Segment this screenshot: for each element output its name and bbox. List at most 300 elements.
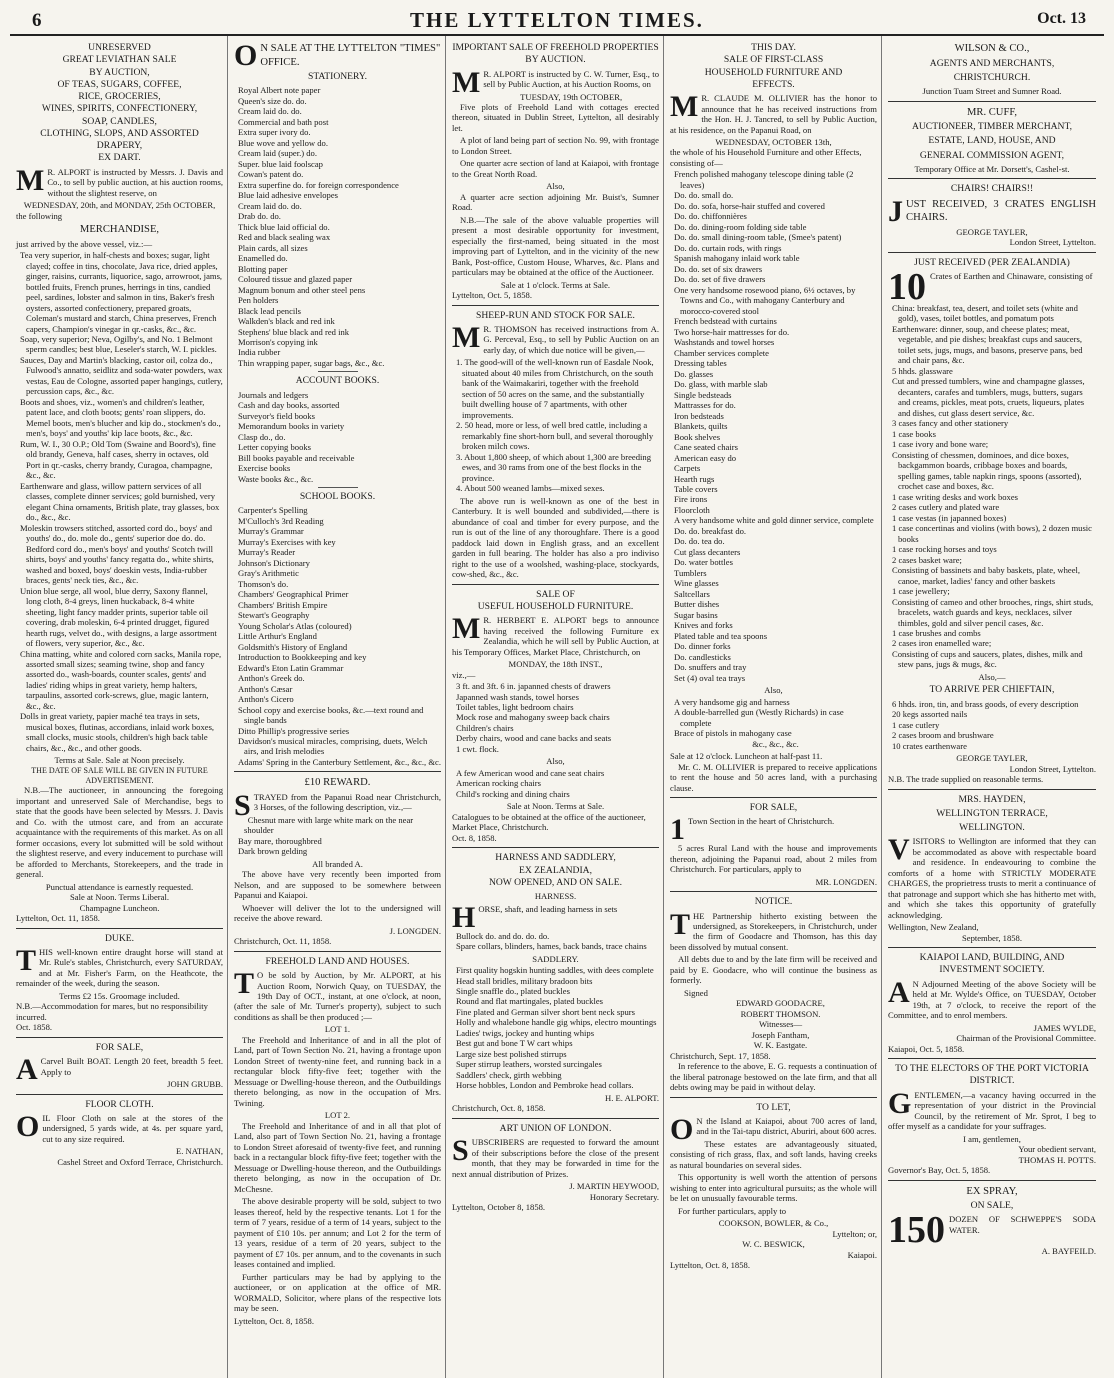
lot-heading: LOT 2. [324, 1110, 351, 1121]
divider [318, 487, 358, 488]
list-item: Single bedsteads [674, 389, 732, 400]
ad-title [452, 589, 659, 614]
dateline: Wellington, New Zealand, [888, 922, 979, 933]
ad-town-section [670, 802, 877, 887]
ad-kaiapoi-society [888, 952, 1096, 1054]
ad-subtitle: ON SALE, [970, 1200, 1014, 1212]
list-item: A very handsome gig and harness [674, 696, 790, 707]
list-item: Earthenware and glass, willow pattern services of all classes, complete dinner services; gold burnished, very elegant China ornaments, British plate, tray glasses, box do., &c., &c. [20, 480, 220, 523]
paragraph: The Freehold and Inheritance of and in all the plot of Land, part of Town Section No. 21, having a frontage upon London Street of twenty-nine feet, and running back in a rectangular block fifty-five feet; together with the Messuage or Dwelling-house thereon, and the Outbuildings thereto belonging, as now in the occupation of Mrs. Twining. [234, 1034, 441, 1108]
ad-title [234, 39, 441, 72]
drop-cap: G [888, 1086, 912, 1120]
lead-text: HIS well-known entire draught horse will stand at Mr. Rule's stables, Christchurch, every SATURDAY, and at Mr. Fisher's Farm, on the Heathcote, the remainder of the week, during the season. [16, 946, 223, 989]
arriving-list [888, 699, 1096, 751]
section-heading: TO ARRIVE PER CHIEFTAIN, [929, 684, 1055, 696]
ad-freehold-properties [452, 42, 659, 301]
ad-lead [452, 612, 659, 657]
list-item: Knives and forks [674, 620, 733, 631]
list-item: Cash and day books, assorted [238, 400, 340, 411]
masthead [10, 4, 1104, 36]
list-item: Cut and pressed tumblers, wine and champagne glasses, decanters, carafes and tumblers, mugs, butters, sugars and creams, pickles, meat pots, cruets, liqueurs, plates and dishes, cut glass desert service, &c. [892, 376, 1085, 418]
sale-date: TUESDAY, 19th OCTOBER, [520, 91, 623, 102]
list-item: Consisting of cameo and other brooches, rings, shirt studs, bracelets, watch guards and keys, necklaces, silver thimbles, gold and silver pencil cases, &c. [892, 596, 1094, 628]
title-text: N SALE AT THE LYTTELTON "TIMES" OFFICE. [260, 43, 441, 68]
divider [888, 789, 1096, 790]
lead-text: O be sold by Auction, by Mr. ALPORT, at his Auction Room, Norwich Quay, on TUESDAY, the 19th Day of OCT., instant, at one o'clock, at noon, (after the sale of Mr. Turner's property), subject to such conditions as shall be then produced ;— [234, 970, 441, 1022]
list-item: Ladies' twigs, jockey and hunting whips [456, 1027, 595, 1038]
sale-terms: Sale at Noon. Terms Liberal. [70, 892, 169, 903]
list-item: Enamelled do. [238, 253, 288, 264]
list-item: Plated table and tea spoons [674, 630, 768, 641]
consisting-text: the whole of his Household Furniture and other Effects, consisting of— [670, 147, 862, 168]
divider [888, 1180, 1096, 1181]
drop-cap: 1 [670, 813, 685, 847]
signature: J. LONGDEN. [389, 925, 441, 936]
ad-title: TO LET, [756, 1101, 791, 1113]
dateline: Christchurch, Sept. 17, 1858. [670, 1050, 771, 1061]
list-item: Do. do. tea do. [674, 536, 725, 547]
sale-dates: WEDNESDAY, 20th, and MONDAY, 25th OCTOBER, [23, 200, 216, 211]
paragraph: This opportunity is well worth the attention of persons wishing to enter into agricultural pursuits; as the whole will be let on unusually favourable terms. [670, 1172, 877, 1204]
paragraph: For further particulars, apply to [678, 1205, 787, 1216]
list-item: Chambers' Geographical Primer [238, 589, 349, 600]
list-item: Red and black sealing wax [238, 232, 331, 243]
list-item: Anthon's Cicero [238, 694, 294, 705]
list-item: Boots and shoes, viz., women's and children's leather, patent lace, and cloth boots; gents' roan slippers, do. Memel boots, men's blucher and kip do., stockmen's do., men's, boys' and youths' kip lace boots, &c., &c. [20, 396, 221, 439]
dateline: Lyttelton, Oct. 8, 1858. [234, 1315, 314, 1326]
column-3 [446, 36, 664, 1378]
list-item: China: breakfast, tea, desert, and toilet sets (white and gold), vases, toilet bottles, and pomatum pots [892, 302, 1078, 324]
list-item: Bay mare, thoroughbred [238, 835, 322, 846]
ad-floor-cloth [16, 1099, 223, 1168]
list-item: Earthenware: dinner, soup, and cheese plates; meat, vegetable, and pie dishes; breakfast cups and saucers, toilet sets, jugs, mugs, and basons, preserve pans, bed and chair pans, &c. [892, 323, 1083, 366]
divider [452, 1118, 659, 1119]
list-item: Morrison's copying ink [238, 336, 318, 347]
paragraph: Mr. C. M. OLLIVIER is prepared to receive applications to rent the house and 50 acres land, with a purchasing clause. [670, 761, 877, 793]
ad-lead [888, 1086, 1096, 1132]
list-item: Do. do. set of six drawers [674, 263, 763, 274]
paragraph: Five plots of Freehold Land with cottages erected thereon, situated in Dublin Street, Lyttelton, all desirably let. [452, 101, 659, 133]
lead-text: DOZEN OF SCHWEPPE'S SODA WATER. [949, 1214, 1096, 1235]
list-item: Dark brown gelding [238, 846, 308, 857]
list-item: A very handsome white and gold dinner service, complete [674, 515, 874, 526]
ad-body [670, 1139, 877, 1216]
drop-cap: S [234, 788, 251, 822]
lead-text: TRAYED from the Papanui Road near Christchurch, 3 Horses, of the following description, viz.,— [253, 791, 441, 813]
catalogues-text: Catalogues to be obtained at the office of the auctioneer, Market Place, Christchurch. [452, 811, 646, 833]
list-item: Introduction to Bookkeeping and key [238, 652, 367, 663]
furniture-list-2 [452, 768, 659, 799]
list-item: Best gut and bone T W cart whips [456, 1038, 573, 1049]
list-item: Edward's Eton Latin Grammar [238, 662, 344, 673]
list-item: Murray's Grammar [238, 526, 304, 537]
divider [452, 847, 659, 848]
title-line: SALE OF FIRST-CLASS [723, 54, 824, 66]
list-item: Hearth rugs [674, 473, 715, 484]
list-item: Consisting of bassinets and baby baskets, plate, wheel, canoe, market, ladies' fancy and other baskets [892, 565, 1081, 586]
list-item: Sauces, Day and Martin's blacking, castor oil, colza do., Fulwood's annatto, seidlitz and soda-water powders, wax vestas, Eau de Cologne, assorted paper hangings, cutlery, percussion caps, &c., &c. [20, 354, 223, 397]
signed-block [670, 988, 877, 1051]
sale-date: WEDNESDAY, OCTOBER 13th, [715, 137, 832, 147]
nb-text: N.B. The trade supplied on reasonable terms. [888, 774, 1044, 785]
signature: E. NATHAN, [175, 1146, 223, 1157]
list-item: Walkden's black and red ink [238, 316, 335, 327]
list-item: One very handsome rosewood piano, 6½ octaves, by Towns and Co., with mahogany Canterbury and morocco-covered stool [674, 284, 856, 316]
ad-subtitle: WELLINGTON. [959, 822, 1025, 834]
list-item: Table covers [674, 483, 718, 494]
section-heading: ACCOUNT BOOKS. [295, 375, 380, 387]
signature-title: Chairman of the Provisional Committee. [956, 1033, 1096, 1044]
luncheon-text: Champagne Luncheon. [79, 902, 160, 913]
ad-ex-spray [888, 1185, 1096, 1257]
dateline: Lyttelton, Oct. 5, 1858. [452, 290, 532, 301]
page-number: 6 [32, 10, 42, 31]
title-line: GREAT LEVIATHAN SALE [62, 54, 177, 66]
list-item: Murray's Exercises with key [238, 536, 336, 547]
list-item: Thomson's do. [238, 578, 289, 589]
list-item: 5 hhds. glassware [892, 365, 953, 376]
address: Temporary Office at Mr. Dorsett's, Cashel-st. [914, 163, 1070, 174]
paragraph: The above run is well-known as one of the best in Canterbury. It is well bounded and subdivided,—there is abundance of coal and timber for every purpose, and the run is out of the line of any thoroughfare. There is a good paddock laid down in English grass, and an excellent garden in full bearing. The holder has also a pro indiviso right to the use of a woolshed, washing-place, stockyards, cow-shed, &c., &c. [452, 495, 659, 580]
ad-title: FLOOR CLOTH. [85, 1098, 154, 1110]
ad-title [16, 42, 223, 165]
ad-lead [670, 813, 877, 847]
drop-number: 10 [888, 265, 926, 308]
list-item: Blotting paper [238, 263, 288, 274]
list-item: China matting, white and colored corn sacks, Manila rope, assorted small sizes; seaming twine, shop and fancy assorted do., wash-boards, counter scales, gents' and ladies' riding whips in great variety, hemp halters, tarpaulins, assorted cork-screws, glue, magic lantern, &c., &c. [20, 648, 222, 711]
ad-sheep-run [452, 310, 659, 580]
ad-title: KAIAPOI LAND, BUILDING, AND INVESTMENT SOCIETY. [919, 952, 1065, 976]
viz-text: viz.,— [452, 669, 476, 680]
ad-lead [888, 265, 1096, 308]
ad-title [670, 42, 877, 91]
section-heading: SADDLERY. [532, 953, 579, 964]
drop-cap: M [670, 90, 699, 124]
ad-title [452, 852, 659, 889]
arrived-text: just arrived by the above vessel, viz.:— [16, 238, 153, 249]
notice-text: THE DATE OF SALE WILL BE GIVEN IN FUTURE ADVERTISEMENT. [31, 765, 208, 785]
list-item: Two horse-hair mattresses for do. [674, 326, 790, 337]
list-item: 10 crates earthenware [892, 740, 967, 751]
list-item: 1. The good-will of the well-known run of Easdale Nook, situated about 40 miles from Christchurch, on the south bank of the Waimakariri, together with the freehold section of 50 acres on the same, and the substantially built dwelling house of 7 apartments, with other improvements. [456, 357, 654, 420]
list-item: Dressing tables [674, 358, 727, 369]
list-item: Do. do. breakfast do. [674, 525, 747, 536]
ad-title: £10 REWARD. [304, 777, 371, 789]
list-item: 1 case rocking horses and toys [892, 544, 997, 555]
lead-text: ISITORS to Wellington are informed that they can be accommodated as above with respectable board and residence. In endeavouring to combine the comforts of a home with STRICTLY MODERATE CHARGES, the proprietress trusts to merit a continuance of that patronage and support which she has hitherto met with, and which she takes this opportunity of gratefully acknowledging. [888, 836, 1096, 920]
signature: H. E. ALPORT. [605, 1092, 659, 1103]
dateline: Lyttelton, Oct. 11, 1858. [16, 913, 100, 924]
list-item: Set (4) oval tea trays [674, 672, 746, 683]
title-line: USEFUL HOUSEHOLD FURNITURE. [477, 600, 634, 612]
list-item: Spare collars, blinders, hames, back bands, trace chains [456, 941, 647, 952]
lead-text: UST RECEIVED, 3 CRATES ENGLISH CHAIRS. [906, 198, 1096, 224]
title-line: CLOTHING, SLOPS, AND ASSORTED [40, 127, 199, 139]
ad-body [670, 954, 877, 985]
furniture-list-2 [670, 697, 877, 749]
ad-lead [670, 90, 877, 135]
lot-heading: LOT 1. [324, 1024, 351, 1035]
list-item: Waste books &c., &c. [238, 473, 314, 484]
paragraph: N.B.—The auctioneer, in announcing the foregoing important and unreserved Sale of Merchandise, begs to state that the goods have been selected by Messrs. J. Davis and Co. with the utmost care, and from an accurate acquaintance with the requirements of this market. As on all former occasions, every lot submitted will be sold without the slightest reserve, and every inducement to purchase will be afforded to Merchants, Storekeepers, and the trade in general. [16, 785, 223, 880]
paragraph: All debts due to and by the late firm will be received and paid by E. Goodacre, who will continue the business as formerly. [670, 954, 877, 986]
ad-title: EX SPRAY, [966, 1185, 1018, 1197]
list-item: Consisting of cups and saucers, plates, dishes, milk and stew pans, jugs & mugs, &c. [892, 648, 1083, 670]
list-item: Head stall bridles, military bradoon bits [456, 975, 593, 986]
list-item: 2 cases broom and brushware [892, 730, 994, 741]
ad-household-furniture [670, 42, 877, 793]
title-line: SALE OF [536, 588, 575, 600]
list-item: Gray's Arithmetic [238, 568, 299, 579]
sale-terms: Sale at 12 o'clock. Luncheon at half-past 11. [670, 751, 823, 762]
signature-place: Kaiapoi. [847, 1249, 877, 1260]
list-item: Round and flat martingales, plated buckles [456, 996, 604, 1007]
list-item: Young Scholar's Atlas (coloured) [238, 620, 352, 631]
title-line: OF TEAS, SUGARS, COFFEE, [57, 78, 182, 90]
list-item: Moleskin trowsers stitched, assorted cord do., boys' and youths' do., do. mole do., gents' superior doe do. do. Bedford cord do., men's boys' and youths' Scotch twill shirts, boys' and youths' fancy regatta do., white shirts, washed and boxed, boys' doeskin vests, India-rubber braces, gents' neck ties, &c., &c. [20, 522, 214, 586]
title-line: WINES, SPIRITS, CONFECTIONERY, [41, 103, 198, 115]
list-item: 1 cwt. flock. [456, 743, 499, 754]
list-item: Royal Albert note paper [238, 85, 321, 96]
ad-lead [888, 833, 1096, 920]
also-text: Also,— [978, 671, 1006, 682]
list-item: Anthon's Cæsar [238, 683, 293, 694]
list-item: American easy do [674, 452, 737, 463]
ad-lead [16, 943, 223, 989]
drop-cap: O [234, 39, 258, 72]
title-line: NOW OPENED, AND ON SALE. [488, 876, 623, 888]
terms-text: Terms at Sale. Sale at Noon precisely. [54, 755, 185, 766]
title-line: EFFECTS. [752, 78, 795, 90]
dateline: Lyttelton, October 8, 1858. [452, 1201, 546, 1212]
list-item: Book shelves [674, 431, 721, 442]
ad-subtitle: ESTATE, LAND, HOUSE, AND [928, 135, 1056, 147]
list-item: Journals and ledgers [238, 389, 309, 400]
signature-title: Honorary Secretary. [589, 1191, 659, 1202]
ad-title: TO THE ELECTORS OF THE PORT VICTORIA DISTRICT. [895, 1063, 1089, 1087]
divider [670, 797, 877, 798]
ad-title: MR. CUFF, [966, 106, 1018, 118]
horse-list [234, 815, 441, 857]
ad-harness-saddlery [452, 852, 659, 1114]
signature: J. MARTIN HEYWOOD, [569, 1181, 659, 1192]
list-item: Do. do. curtain rods, with rings [674, 242, 782, 253]
goods-list [888, 303, 1096, 670]
saddlery-list [452, 965, 659, 1091]
list-item: Do. snuffers and tray [674, 662, 747, 673]
list-item: Washstands and towel horses [674, 337, 775, 348]
drop-cap: J [888, 194, 903, 228]
list-item: Commercial and bath post [238, 116, 329, 127]
list-item: 1 case concertinas and violins (with bows), 2 dozen music books [892, 523, 1092, 544]
dateline: Lyttelton, Oct. 8, 1858. [670, 1260, 750, 1271]
also-text: Also, [764, 685, 783, 696]
dateline: Governor's Bay, Oct. 5, 1858. [888, 1165, 991, 1176]
ad-leviathan-sale [16, 42, 223, 924]
list-item: 3 ft. and 3ft. 6 in. japanned chests of drawers [456, 681, 611, 692]
lead-text: HE Partnership hitherto existing between the undersigned, as Storekeepers, in Christchurch, under the firm of Goodacre and Thomson, has this day been dissolved by mutual consent. [670, 910, 877, 952]
ad-title: FOR SALE, [95, 1041, 144, 1053]
ad-boat-for-sale [16, 1042, 223, 1090]
paragraph: A plot of land being part of section No. 99, with frontage to London Street. [452, 135, 659, 156]
list-item: 20 kegs assorted nails [892, 709, 968, 720]
ad-body [452, 102, 659, 179]
list-item: Do. dinner forks [674, 641, 731, 652]
drop-cap: M [16, 163, 45, 197]
divider [888, 101, 1096, 102]
section-heading: SCHOOL BOOKS. [299, 491, 376, 503]
list-item: Do. water bottles [674, 557, 733, 568]
list-item: Child's rocking and dining chairs [456, 788, 570, 799]
ad-title: FOR SALE, [749, 802, 798, 814]
list-item: First quality hogskin hunting saddles, with dees complete [456, 965, 654, 976]
column-1 [10, 36, 228, 1378]
paragraph: N.B.—The sale of the above valuable properties will present a most desirable opportunity for investment, especially the first-named, being situated in the most improving part of Lyttelton, and in the vicinity of the new Bank, Post-office, Custom House, Wharves, &c. Plans and particulars may be obtained at the office of the Auctioneer. [452, 214, 659, 278]
list-item: French polished mahogany telescope dining table (2 leaves) [674, 169, 854, 190]
divider [16, 1094, 223, 1095]
divider [670, 891, 877, 892]
lead-text: IL Floor Cloth on sale at the stores of the undersigned, 5 yards wide, at 4s. per square yard, cut to any size required. [42, 1112, 223, 1144]
list-item: Queen's size do. do. [238, 95, 307, 106]
ad-body [234, 869, 441, 923]
drop-cap: M [452, 65, 481, 99]
lot-list [452, 357, 659, 493]
list-item: Black lead pencils [238, 305, 301, 316]
list-item: Do. do. small dining-room table, (Smee's patent) [674, 232, 842, 243]
merchandise-list [16, 250, 223, 753]
signature: COOKSON, BOWLER, & Co., [718, 1218, 829, 1229]
ad-body [452, 192, 659, 278]
list-item: Tea very superior, in half-chests and boxes; sugar, light clayed; coffee in tins, chocolate, Java rice, dried apples, ginger, raisins, currants, liquorice, sago, arrowroot, jams, bottled fruits, French prunes, herrings in tins, candied peel, sardines, lobster and salmon in tins, Baker's fresh oysters, assorted confectionery, prepared groats, Coleman's mustard and starch, China preserves, French capers, Champion's vinegar in qr.-casks, &c., &c. [20, 250, 223, 334]
list-item: Cream laid do. do. [238, 200, 302, 211]
list-item: Consisting of chessmen, dominoes, and dice boxes, backgammon boards, cribbage boxes and boards, spelling games, table napkin rings, spoons (assorted), crochet case and boxes, &c. [892, 449, 1082, 492]
list-item: 1 case brushes and combs [892, 628, 981, 638]
ad-art-union [452, 1123, 659, 1213]
list-item: Anthon's Greek do. [238, 673, 305, 684]
ad-subtitle: AUCTIONEER, TIMBER MERCHANT, [911, 121, 1073, 133]
ad-reward [234, 776, 441, 946]
address: London Street, Lyttelton. [1009, 237, 1096, 248]
lead-text: R. ALPORT is instructed by Messrs. J. Davis and Co., to sell by public auction, at his auction rooms, without the slightest reserve, on [47, 166, 223, 198]
lead-text: Town Section in the heart of Christchurch. [688, 816, 835, 827]
address: London Street, Lyttelton. [1009, 763, 1096, 774]
furniture-list [452, 681, 659, 754]
ad-subtitle: AGENTS AND MERCHANTS, [929, 57, 1055, 69]
furniture-list [670, 169, 877, 683]
ad-duke [16, 933, 223, 1033]
list-item: Blue wove and yellow do. [238, 137, 328, 148]
drop-cap: M [452, 320, 481, 354]
closing: I am, gentlemen, [963, 1133, 1021, 1144]
list-item: Saltcellars [674, 588, 710, 599]
ad-title: CHAIRS! CHAIRS!! [950, 183, 1034, 195]
title-line: DRAPERY, [96, 140, 143, 152]
list-item: Surveyor's field books [238, 410, 315, 421]
list-item: Rum, W. I., 30 O.P.; Old Tom (Swaine and Boord's), fine old brandy, Geneva, half cases, sherry in octaves, old Port in qr.-casks, cherry brandy, Curagoa, champagne, &c., &c. [20, 438, 216, 481]
title-line: HOUSEHOLD FURNITURE AND [704, 66, 843, 78]
list-item: Soap, very superior; Neva, Ogilby's, and No. 1 Belmont sperm candles; best blue, Leseler's starch, W. I. pickles. [20, 333, 217, 355]
ad-lead [16, 163, 223, 198]
list-item: Mattrasses for do. [674, 400, 736, 411]
list-item: Iron bedsteads [674, 410, 724, 421]
list-item: Spanish mahogany inlaid work table [674, 253, 800, 264]
ad-useful-furniture [452, 589, 659, 844]
ad-title: ART UNION OF LONDON. [499, 1122, 612, 1134]
paragraph: Further particulars may be had by applying to the auctioneer, or on application at the office of MR. WORMALD, Solicitor, where plans of the respective lots may be seen. [234, 1271, 441, 1314]
signature: W. C. BESWICK, [742, 1239, 805, 1250]
list-item: School copy and exercise books, &c.—text round and single bands [238, 704, 424, 726]
dateline: Christchurch, Oct. 11, 1858. [234, 936, 332, 947]
list-item: Tumblers [674, 567, 707, 578]
ad-lead [234, 788, 441, 822]
list-item: 2. 50 head, more or less, of well bred cattle, including a remarkably fine short-horn bull, and several thoroughly broken milch cows. [456, 420, 654, 452]
ad-title: JUST RECEIVED (PER ZEALANDIA) [914, 256, 1070, 268]
terms-text: Terms £2 15s. Groomage included. [59, 990, 180, 1001]
list-item: Letter copying books [238, 442, 312, 453]
list-item: Blue laid adhesive envelopes [238, 190, 338, 201]
drop-cap: O [670, 1113, 694, 1146]
list-item: Derby chairs, wood and cane backs and seats [456, 733, 612, 744]
column-2 [228, 36, 446, 1378]
list-item: Dolls in great variety, papier maché tea trays in sets, musical boxes, flutinas, accordians, inlaid work boxes, small clocks, music stools, children's high back table chairs, &c., &c., and other goods. [20, 711, 215, 753]
also-text: Also, [546, 756, 565, 767]
section-heading: STATIONERY. [307, 71, 368, 83]
divider [234, 771, 441, 772]
list-item: Fine plated and German silver short bent neck spurs [456, 1006, 635, 1017]
list-item: Coloured tissue and glazed paper [238, 274, 353, 285]
list-item: Extra super ivory do. [238, 127, 311, 138]
ad-stationery [234, 39, 441, 767]
signature: JOHN GRUBB. [167, 1079, 223, 1090]
list-item: Chamber services complete [674, 347, 769, 358]
lead-text: R. ALPORT is instructed by C. W. Turner, Esq., to sell by Public Auction, at his Auction Rooms, on [483, 68, 659, 90]
list-item: 6 hhds. iron, tin, and brass goods, of every description [892, 698, 1079, 709]
paragraph: 5 acres Rural Land with the house and improvements thereon, adjoining the Papanui road, about 2 miles from Christchurch. For particulars, apply to [670, 843, 877, 875]
ad-wilson [888, 42, 1096, 97]
list-item: 1 case ivory and bone ware; [892, 439, 989, 450]
list-item: Do. candlesticks [674, 651, 731, 662]
list-item: M'Culloch's 3rd Reading [238, 515, 324, 526]
paragraph: The Freehold and Inheritance of and in all that plot of Land, also part of Town Section No. 21, having a frontage to London Street aforesaid of twenty-five feet, and running back in a rectangular block fifty-five feet; together with the Messuage or Dwelling-house thereon, and the Outbuildings thereto belonging, as now in the occupation of Dr. McChesne. [234, 1120, 441, 1194]
list-item: Johnson's Dictionary [238, 557, 310, 568]
divider [318, 371, 358, 372]
title-line: HARNESS AND SADDLERY, [495, 852, 616, 864]
list-item: Union blue serge, all wool, blue derry, Saxony flannel, long cloth, 8-4 greys, linen huckaback, 8-4 white sheeting, light fancy madder prints, superior table oil covering, drab moleskin, 6-4 printed drugget, figured hearth rugs, velvet do., with designs, a large assortment of flowers, very superior, &c., &c. [20, 585, 217, 649]
divider [234, 951, 441, 952]
signature: MR. LONGDEN. [815, 876, 877, 887]
lead-text: N the Island at Kaiapoi, about 700 acres of land, and in the Tai-tapu district, Aburiri, about 600 acres. [696, 1116, 877, 1137]
ad-lead [452, 900, 659, 934]
paragraph: The above desirable property will be sold, subject to two leases thereof, held by the respective tenants. Lot 1 for the term of 7 years, residue of a term of 14 years, subject to the payment of £10 10s. per annum; and Lot 2 for the term of 13 years, residue of a term of 20 years, subject to the payment of £7 10s. per annum, and to the covenants in such leases contained and implied. [234, 1196, 441, 1270]
ad-title: SHEEP-RUN AND STOCK FOR SALE. [476, 309, 635, 321]
ad-title: IMPORTANT SALE OF FREEHOLD PROPERTIES BY AUCTION. [452, 42, 659, 66]
lead-text: Carvel Built BOAT. Length 20 feet, breadth 5 feet. Apply to [40, 1056, 223, 1077]
list-item: Stewart's Geography [238, 610, 310, 621]
ad-title: NOTICE. [754, 896, 793, 908]
issue-date: Oct. 13 [1037, 10, 1086, 27]
list-item: Saddlers' check, girth webbing [456, 1069, 562, 1080]
list-item: Thin wrapping paper, sugar bags, &c., &c. [238, 357, 385, 368]
list-item: Stephens' blue black and red ink [238, 326, 350, 337]
list-item: Butter dishes [674, 599, 720, 610]
lead-text: N Adjourned Meeting of the above Society will be held at Mr. Wylde's Office, on TUESDAY, October 19th, at 7 o'clock, to receive the report of the Committee, and to enrol members. [888, 978, 1096, 1021]
list-item: Extra superfine do. for foreign correspondence [238, 179, 399, 190]
ad-electors [888, 1063, 1096, 1175]
ad-body [452, 496, 659, 580]
list-item: Bill books payable and receivable [238, 452, 355, 463]
divider [888, 1058, 1096, 1059]
paragraph: The above have very recently been imported from Nelson, and are supposed to be somewhere between Papanui and Kaiapoi. [234, 869, 441, 901]
